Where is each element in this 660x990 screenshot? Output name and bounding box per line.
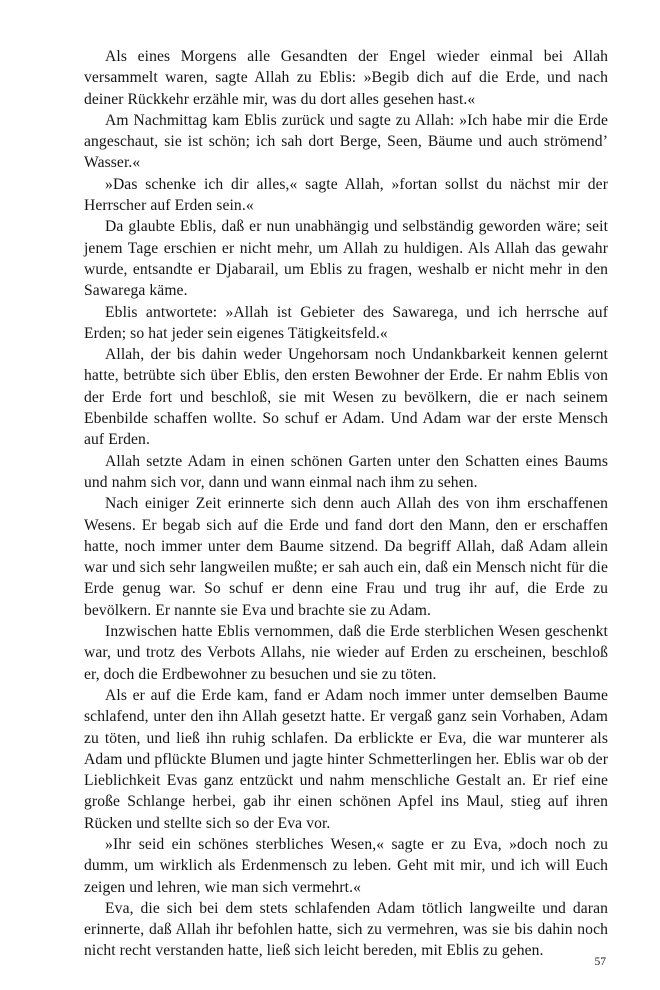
- paragraph: Am Nachmittag kam Eblis zurück und sagte zu Allah: »Ich habe mir die Erde angeschaut, sie ist schön; ich sah dort Berge, Seen, Bäume und auch strömend’ Wasser.«: [84, 111, 608, 172]
- paragraph: Als er auf die Erde kam, fand er Adam noch immer unter demselben Baume schlafend, unter den ihn Allah gesetzt hatte. Er vergaß ganz sein Vorhaben, Adam zu töten, und ließ ihn ruhig schlafen. Da erblickte er Eva, die war munterer als Adam und pflückte Blumen und jagte hinter Schmetterlingen her. Eblis war ob der Lieblichkeit Evas ganz entzückt und nahm menschliche Gestalt an. Er rief eine große Schlange herbei, gab ihr einen schönen Apfel ins Maul, stieg auf ihren Rücken und stellte sich so der Eva vor.: [84, 686, 608, 832]
- paragraph: Als eines Morgens alle Gesandten der Engel wieder einmal bei Allah versammelt waren, sagte Allah zu Eblis: »Begib dich auf die Erde, und nach deiner Rückkehr erzähle mir, was du dort alles gesehen hast.«: [84, 48, 608, 108]
- paragraph: »Ihr seid ein schönes sterbliches Wesen,« sagte er zu Eva, »doch noch zu dumm, um wirklich als Erdenmensch zu leben. Geht mit mir, und ich will Euch zeigen und lehren, wie man sich vermehrt.«: [84, 835, 608, 896]
- paragraph: Eblis antwortete: »Allah ist Gebieter des Sawarega, und ich herrsche auf Erden; so hat jeder sein eigenes Tätigkeitsfeld.«: [84, 303, 608, 342]
- paragraph: Allah, der bis dahin weder Ungehorsam noch Undankbarkeit kennen gelernt hatte, betrübte sich über Eblis, den ersten Bewohner der Erde. Er nahm Eblis von der Erde fort und beschloß, sie mit Wesen zu bevölkern, die er nach seinem Ebenbilde schaffen wollte. So schuf er Adam. Und Adam war der erste Mensch auf Erden.: [84, 346, 608, 449]
- paragraph: Eva, die sich bei dem stets schlafenden Adam tötlich langweilte und daran erinnerte, daß Allah ihr befohlen hatte, sich zu vermehren, was sie bis dahin noch nicht recht verstanden hatte, ließ sich leicht bereden, mit Eblis zu gehen.: [84, 899, 608, 960]
- paragraph: Nach einiger Zeit erinnerte sich denn auch Allah des von ihm erschaffenen Wesens. Er begab sich auf die Erde und fand dort den Mann, den er erschaffen hatte, noch immer unter dem Baume sitzend. Da begriff Allah, daß Adam allein war und sich sehr langweilen mußte; er sah auch ein, daß ein Mensch nicht für die Erde genug war. So schuf er denn eine Frau und trug ihr auf, die Erde zu bevölkern. Er nannte sie Eva und brachte sie zu Adam.: [84, 495, 608, 619]
- paragraph: Inzwischen hatte Eblis vernommen, daß die Erde sterblichen Wesen geschenkt war, und trotz des Verbots Allahs, nie wieder auf Erden zu erscheinen, beschloß er, doch die Erdbewohner zu besuchen und sie zu töten.: [84, 623, 608, 683]
- page-number: 57: [594, 955, 606, 968]
- paragraph: Da glaubte Eblis, daß er nun unabhängig und selbständig geworden wäre; seit jenem Tage erschien er nicht mehr, um Allah zu huldigen. Als Allah das gewahr wurde, entsandte er Djabarail, um Eblis zu fragen, weshalb er nicht mehr in den Sawarega käme.: [84, 218, 608, 300]
- paragraph: »Das schenke ich dir alles,« sagte Allah, »fortan sollst du nächst mir der Herrscher auf Erden sein.«: [84, 175, 608, 215]
- paragraph: Allah setzte Adam in einen schönen Garten unter den Schatten eines Baums und nahm sich vor, dann und wann einmal nach ihm zu sehen.: [84, 452, 608, 491]
- text-block: [84, 46, 608, 962]
